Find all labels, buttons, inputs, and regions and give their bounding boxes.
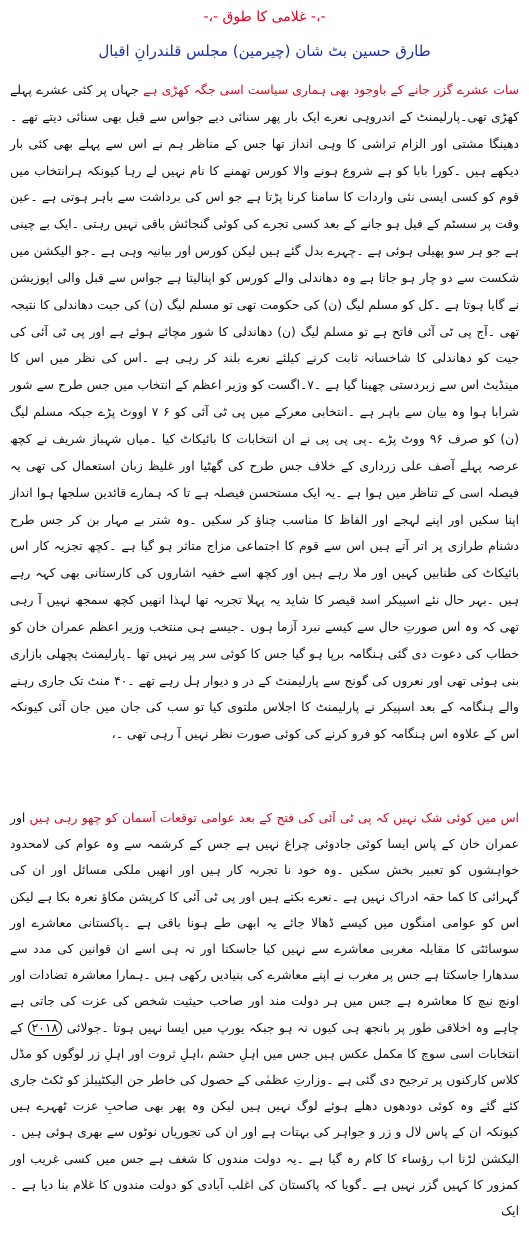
paragraph-1 (10, 77, 519, 802)
paragraph-1-lead: سات عشرے گزر جانے کے باوجود بھی ہماری سیاست اسی جگہ کھڑی ہے (143, 83, 519, 97)
year-circled: ۲۰۱۸ (28, 1020, 62, 1036)
author-byline: طارق حسین بٹ شان (چیرمین) مجلس قلندرانِ اقبال (98, 42, 431, 60)
paragraph-2-body-b: کے انتخابات اسی سوچ کا مکمل عکس ہیں جس میں اہلِ حشم ،اہلِ ثروت اور اہلِ زر لوگوں کو مڈل کلاس کارکنوں پر ترجیح دی گئی ہے ۔وزارتِ عظمٰی کے حصول کی خاطر جن الیکٹیبلز کو ٹکٹ جاری کئے گئے وہ کوئی دودھوں دھلے ہوئے لوگ نہیں ہیں لیکن وہ پھر بھی صاحبِ عزت ٹھہرے ہیں کیونکہ ان کے پاس لال و زر و جواہر کی بہتات ہے اور ان کی تجوریاں نوٹوں سے بھری ہوئی ہیں ۔الیکشن لڑنا اب رؤساء کا کام رہ گیا ہے ۔یہ دولت مندوں کا شغف ہے جس میں کسی غریب اور کمزور کا کہیں گزر نہیں ہے ۔گویا کہ پاکستان کی اغلب آبادی کو دولت مندوں کا غلام بنا دیا ہے ۔ایک (10, 1020, 519, 1219)
article-title: -،- غلامی کا طوق -،- (203, 9, 326, 25)
paragraph-1-body: جہاں پر کئی عشرے پہلے کھڑی تھی۔پارلیمنٹ کے اندروہی نعرے ایک بار پھر سنائی دیے جواس سے قبل بھی سنائی دیتے تھے ۔دھینگا مشتی اور الزام تراشی کا وہی انداز تھا جس کے مناظر ہم نے اس سے پہلے بھی کئی بار دیکھے ہیں ۔کورا بابا کو ہے شروع ہونے والا کورس تھمنے کا نام نہیں لے رہا کیونکہ ہرانتخاب میں قوم کو کسی ایسی نئی واردات کا سامنا کرنا پڑتا ہے جو اس کی برداشت سے باہر ہوتی ہے ۔عین وقت پر سسٹم کے فیل ہو جانے کے بعد کسی تجرے کی کوئی گنجائش باقی نہیں رہتی ۔ایک بے چینی ہے جو ہر سو پھیلی ہوئی ہے ۔چہرے بدل گئے ہیں لیکن کورس اور بیانیہ وہی ہے ۔جو الیکشن میں شکست سے دو چار ہو جاتا ہے وہ دھاندلی والے کورس کو اپنالیتا ہے جواس سے قبل والی اپوزیشن نے گایا ہوتا ہے ۔کل کو مسلم لیگ (ن) کی حکومت تھی تو مسلم لیگ (ن) کی جیت دھاندلی کا نتیجہ تھی ۔آج پی ٹی آئی فاتح ہے تو مسلم لیگ (ن) دھاندلی کا شور مچائے ہوئے ہے اور پی ٹی آئی کی جیت کو دھاندلی کا شاخسانہ ثابت کرنے کیلئے نعرے بلند کر رہی ہے ۔اس کی نظر میں اس کا مینڈیٹ اس سے زبردستی چھینا گیا ہے ۔۷۔اگست کو وزیر اعظم کے انتخاب میں جس طرح سے شور شرابا ہوا وہ بیان سے باہر ہے ۔انتخابی معرکے میں پی ٹی آئی کو ۶ ۷ اووٹ پڑے جبکہ مسلم لیگ (ن) کو صرف ۹۶ ووٹ پڑے ۔پی پی پی نے ان انتخابات کا بائیکاٹ کیا ۔میاں شہباز شریف نے کچھ عرصہ پہلے آصف علی زرداری کے خلاف جس طرح کی گھٹیا اور غلیظ زبان استعمال کی تھی یہ فیصلہ اسی کے تناظر میں ہوا ہے ۔یہ ایک مستحسن فیصلہ ہے تا کہ ہمارے قائدین سلجھا ہوا انداز اپنا سکیں اور اپنے لہجے اور الفاظ کا مناسب چناؤ کر سکیں ۔وہ شتر بے مہار بن کر جس طرح دشنام طرازی پر اتر آتے ہیں اس سے قوم کا اجتماعی مزاج متاثر ہو گیا ہے ۔کچھ تجزیہ کار اس بائیکاٹ کی طنابیں کہیں اور ملا رہے ہیں اور کچھ اسے خفیہ اشاروں کی کارستانی بھی کہہ رہے ہیں ۔بہر حال نئے اسپیکر اسد قیصر کا شاید یہ پہلا تجربہ تھا لہذا انھیں کچھ سمجھ نہیں آ رہی تھی کہ وہ اس صورتِ حال سے کیسے نبرد آزما ہوں ۔جیسے ہی منتخب وزیر اعظم عمران خان کو خطاب کی دعوت دی گئی ہنگامہ برپا ہو گیا جس کا کوئی سر پیر نہیں تھا ۔پارلیمنٹ پچھلی بازاری بنی ہوئی تھی اور نعروں کی گونج سے پارلیمنٹ کے در و دیوار ہل رہے تھے ۔۴۰ منٹ تک جاری رہنے والے ہنگامہ کے بعد اسپیکر نے پارلیمنٹ کا اجلاس ملتوی کیا تو سب کی جان میں جان آئی کیونکہ اس کے علاوہ اس ہنگامہ کو فرو کرنے کی کوئی صورت نظر نہیں آ رہی تھی ۔، (10, 83, 519, 742)
paragraph-2-body-a: اور عمران خان کے پاس ایسا کوئی جادوئی چراغ نہیں ہے جس کے کرشمہ سے وہ عوام کی لامحدود خواہشوں کو تعبیر بخش سکیں ۔وہ خود نا تجربہ کار ہیں اور انھیں ملکی مسائل اور ان کی گہرائی کا کما حقہ ادراک نہیں ہے ۔نعرے بکتے ہیں اور پی ٹی آئی کا کرپشن مکاؤ نعرہ بکا ہے لیکن اس کو عوامی امنگوں میں کیسے ڈھالا جائے یہ ابھی طے ہونا باقی ہے ۔پاکستانی معاشرے اور سوسائٹی کا مقابلہ مغربی معاشرے سے نہیں کیا جاسکتا اور نہ ہی اسے ان قوانین کی مدد سے سدھارا جاسکتا ہے جس پر مغرب نے اپنے معاشرے کی بنیادیں رکھی ہیں ۔ہمارا معاشرہ تضادات اور اونچ نیچ کا معاشرہ ہے جس میں ہر دولت مند اور صاحب حیثیت شخص کی عزت کی جاتی ہے چاہے وہ اخلاقی طور پر بانجھ ہی کیوں نہ ہو جبکہ یورپ میں ایسا نہیں ہوتا ۔جولائی (10, 811, 519, 1035)
paragraph-2-lead: اس میں کوئی شک نہیں کہ پی ٹی آئی کی فتح کے بعد عوامی توقعات آسمان کو چھو رہی ہیں (29, 811, 519, 825)
paragraph-2 (10, 805, 519, 1250)
